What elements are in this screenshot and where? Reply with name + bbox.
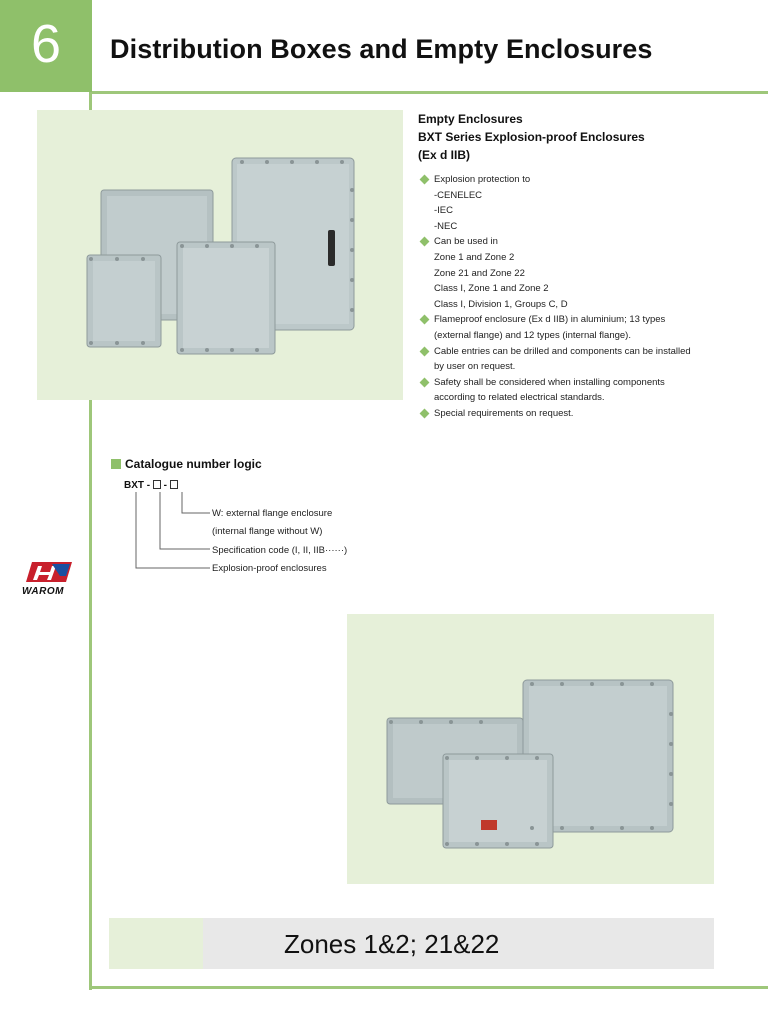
spec-line: Zone 21 and Zone 22	[434, 267, 525, 279]
label-explosion-proof: Explosion-proof enclosures	[212, 563, 327, 574]
catalogue-heading-text: Catalogue number logic	[125, 457, 262, 471]
code-box-icon	[153, 480, 161, 489]
spec-list	[418, 172, 748, 422]
spec-line: -CENELEC	[434, 189, 483, 201]
label-w-note: (internal flange without W)	[212, 526, 323, 537]
catalogue-heading	[111, 457, 262, 471]
chapter-badge	[0, 0, 92, 92]
page-title: Distribution Boxes and Empty Enclosures	[110, 34, 653, 64]
zones-banner-accent	[109, 918, 203, 969]
spec-bullet: Can be used in	[418, 234, 748, 250]
code-prefix: BXT -	[124, 480, 151, 491]
product-photo-top	[37, 110, 403, 400]
bottom-rule	[89, 986, 768, 989]
spec-line: according to related electrical standards.	[434, 392, 605, 404]
spec-line: Class I, Division 1, Groups C, D	[434, 298, 568, 310]
spec-bullet: Explosion protection to	[418, 172, 748, 188]
spec-heading-3: (Ex d IIB)	[418, 148, 471, 162]
spec-bullet: Safety shall be considered when installing components	[418, 375, 748, 391]
spec-section	[418, 110, 748, 422]
spec-line: by user on request.	[434, 361, 516, 373]
label-spec-code: Specification code (I, II, IIB······)	[212, 545, 348, 556]
code-box-icon	[170, 480, 178, 489]
product-photo-bottom	[347, 614, 714, 884]
chapter-number: 6	[30, 14, 62, 74]
spec-heading-2: BXT Series Explosion-proof Enclosures	[418, 130, 645, 144]
label-w: W: external flange enclosure	[212, 508, 333, 519]
spec-line: (external flange) and 12 types (internal flange).	[434, 329, 631, 341]
catalogue-tree-lines	[120, 490, 216, 572]
spec-bullet: Cable entries can be drilled and components can be installed	[418, 344, 748, 360]
code-separator: -	[163, 480, 168, 491]
enclosures-illustration	[37, 110, 403, 400]
spec-bullet: Special requirements on request.	[418, 406, 748, 422]
header-divider	[92, 91, 768, 94]
square-bullet-icon	[111, 459, 121, 469]
spec-line: -IEC	[434, 205, 453, 217]
enclosures-illustration-2	[347, 614, 714, 884]
spec-line: Class I, Zone 1 and Zone 2	[434, 283, 549, 295]
logo-text: WAROM	[22, 586, 64, 597]
zones-text: Zones 1&2; 21&22	[284, 929, 500, 959]
spec-bullet: Flameproof enclosure (Ex d IIB) in aluminium; 13 types	[418, 312, 748, 328]
spec-line: -NEC	[434, 220, 458, 232]
spec-heading-1: Empty Enclosures	[418, 112, 523, 126]
spec-line: Zone 1 and Zone 2	[434, 251, 515, 263]
zones-banner	[109, 918, 714, 969]
